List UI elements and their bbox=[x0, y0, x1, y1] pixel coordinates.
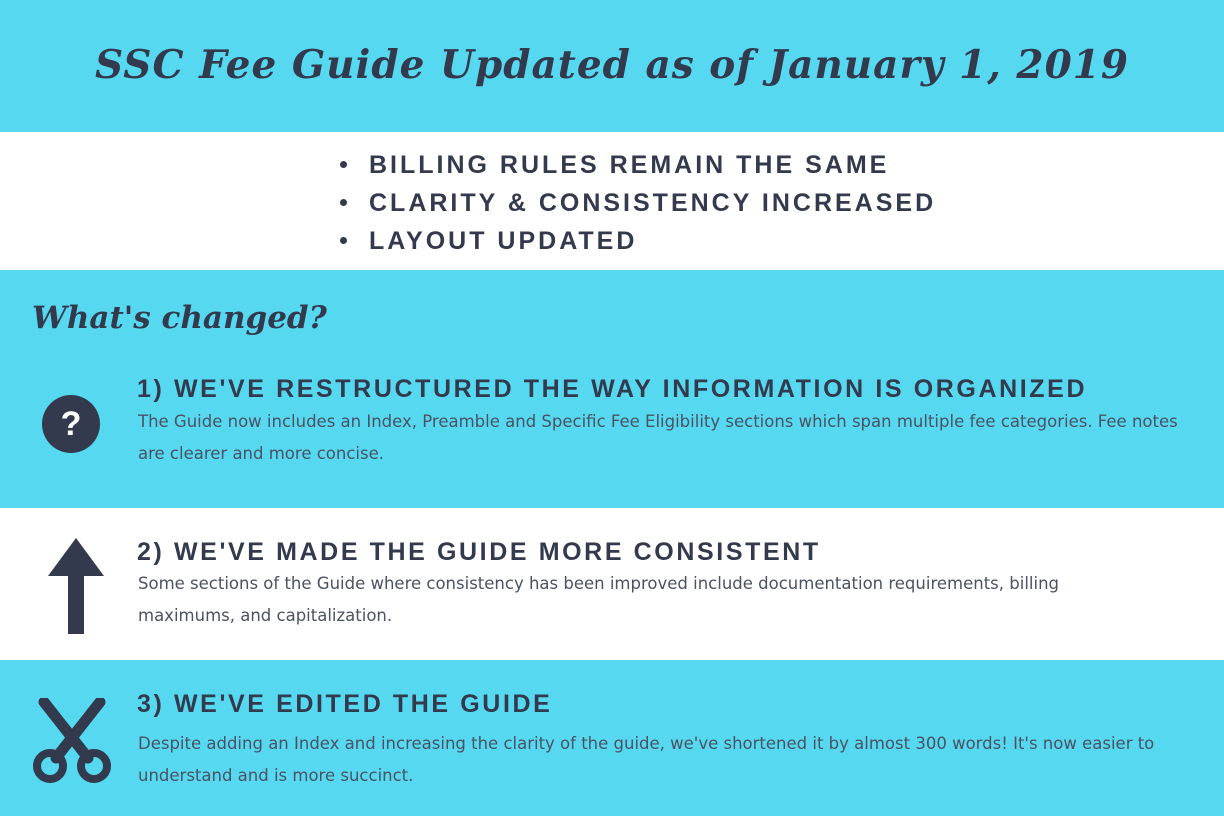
summary-item bbox=[340, 222, 936, 260]
summary-item bbox=[340, 146, 936, 184]
page-title: SSC Fee Guide Updated as of January 1, 2019 bbox=[95, 42, 1129, 88]
item-body: The Guide now includes an Index, Preamble and Specific Fee Eligibility sections which span multiple fee categories. Fee notes are clearer and more concise. bbox=[138, 412, 1178, 463]
bullet-icon bbox=[340, 237, 347, 244]
arrow-up-icon bbox=[48, 538, 104, 634]
item-heading: 1) WE'VE RESTRUCTURED THE WAY INFORMATION IS ORGANIZED bbox=[137, 375, 1088, 403]
svg-text:?: ? bbox=[60, 405, 82, 443]
summary-list bbox=[340, 146, 936, 260]
bullet-icon bbox=[340, 161, 347, 168]
scissors-icon bbox=[32, 698, 112, 784]
item-body: Despite adding an Index and increasing the clarity of the guide, we've shortened it by almost 300 words! It's now easier to understand and is more succinct. bbox=[138, 734, 1155, 785]
consistency-band bbox=[0, 508, 1224, 660]
summary-item bbox=[340, 184, 936, 222]
header-band bbox=[0, 0, 1224, 132]
question-icon bbox=[42, 395, 100, 453]
item-body: Some sections of the Guide where consistency has been improved include documentation requirements, billing maximums, and capitalization. bbox=[138, 574, 1060, 625]
edited-band bbox=[0, 660, 1224, 816]
summary-item-label: BILLING RULES REMAIN THE SAME bbox=[369, 151, 890, 179]
summary-band bbox=[0, 132, 1224, 270]
item-heading: 2) WE'VE MADE THE GUIDE MORE CONSISTENT bbox=[137, 538, 821, 566]
summary-item-label: CLARITY & CONSISTENCY INCREASED bbox=[369, 189, 937, 217]
changes-band bbox=[0, 270, 1224, 508]
section-title: What's changed? bbox=[32, 300, 327, 336]
summary-item-label: LAYOUT UPDATED bbox=[369, 227, 638, 255]
item-heading: 3) WE'VE EDITED THE GUIDE bbox=[137, 690, 553, 718]
bullet-icon bbox=[340, 199, 347, 206]
